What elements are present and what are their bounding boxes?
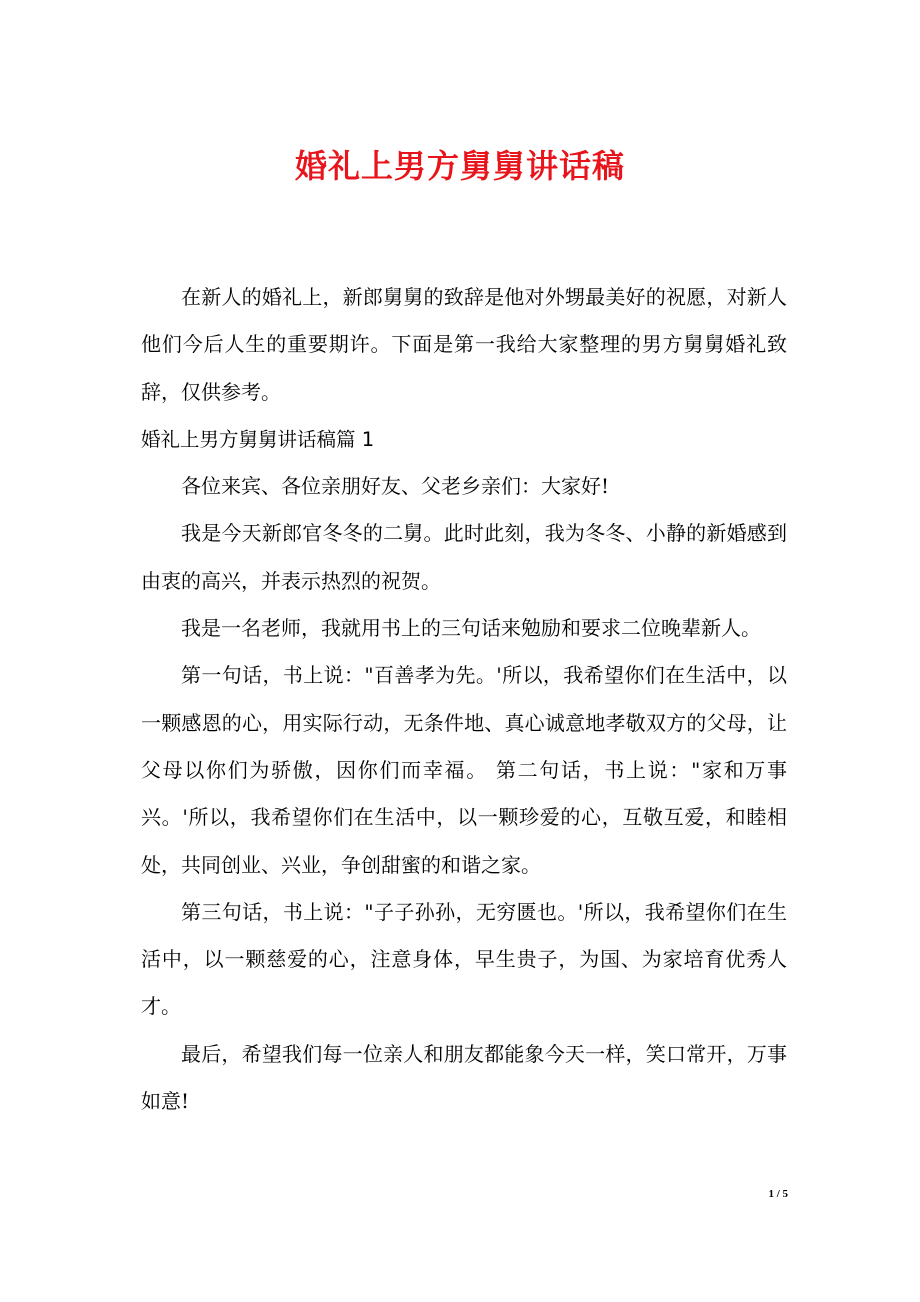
body-paragraph: 我是今天新郎官冬冬的二舅。此时此刻，我为冬冬、小静的新婚感到由衷的高兴，并表示热烈的祝贺。 <box>141 521 787 593</box>
section-heading: 婚礼上男方舅舅讲话稿篇 1 <box>141 427 375 451</box>
intro-paragraph: 在新人的婚礼上，新郎舅舅的致辞是他对外甥最美好的祝愿，对新人他们今后人生的重要期许。下面是第一我给大家整理的男方舅舅婚礼致辞，仅供参考。 <box>141 285 787 404</box>
closing-paragraph: 最后，希望我们每一位亲人和朋友都能象今天一样，笑口常开，万事如意! <box>141 1041 787 1114</box>
page-number: 1 / 5 <box>768 1188 788 1200</box>
body-paragraph: 我是一名老师，我就用书上的三句话来勉励和要求二位晚辈新人。 <box>181 616 761 641</box>
document-title: 婚礼上男方舅舅讲话稿 <box>294 147 625 185</box>
greeting-paragraph: 各位来宾、各位亲朋好友、父老乡亲们：大家好! <box>181 474 610 499</box>
body-paragraph: 第三句话，书上说："子子孙孙，无穷匮也。'所以，我希望你们在生活中，以一颗慈爱的心，注意身体，早生贵子，为国、为家培育优秀人才。 <box>141 899 787 1019</box>
document-body <box>141 274 787 1125</box>
body-paragraph: 第一句话，书上说："百善孝为先。'所以，我希望你们在生活中，以一颗感恩的心，用实际行动，无条件地、真心诚意地孝敬双方的父母，让父母以你们为骄傲，因你们而幸福。 第二句话，书上说："家和万事兴。'所以，我希望你们在生活中，以一颗珍爱的心，互敬互爱，和睦相处，共同创业、兴业，争创甜蜜的和谐之家。 <box>141 663 787 877</box>
